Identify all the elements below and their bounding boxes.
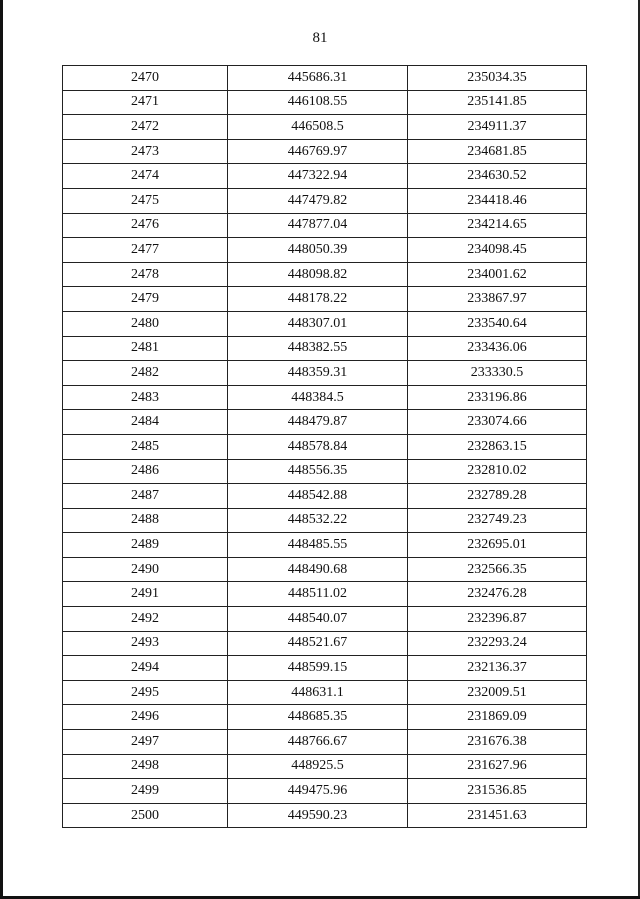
y-coordinate-cell: 232695.01	[408, 533, 587, 558]
scan-border-left	[0, 0, 3, 899]
y-coordinate-cell: 234911.37	[408, 115, 587, 140]
point-number-cell: 2497	[63, 730, 228, 755]
x-coordinate-cell: 448485.55	[228, 533, 408, 558]
y-coordinate-cell: 234418.46	[408, 188, 587, 213]
x-coordinate-cell: 448511.02	[228, 582, 408, 607]
point-number-cell: 2472	[63, 115, 228, 140]
point-number-cell: 2490	[63, 557, 228, 582]
table-row	[63, 730, 587, 755]
point-number-cell: 2493	[63, 631, 228, 656]
table-row	[63, 238, 587, 263]
table-row	[63, 607, 587, 632]
table-row	[63, 459, 587, 484]
point-number-cell: 2489	[63, 533, 228, 558]
x-coordinate-cell: 448631.1	[228, 680, 408, 705]
point-number-cell: 2473	[63, 139, 228, 164]
table-row	[63, 213, 587, 238]
x-coordinate-cell: 448766.67	[228, 730, 408, 755]
y-coordinate-cell: 232566.35	[408, 557, 587, 582]
x-coordinate-cell: 448599.15	[228, 656, 408, 681]
table-row	[63, 705, 587, 730]
x-coordinate-cell: 448578.84	[228, 434, 408, 459]
y-coordinate-cell: 234214.65	[408, 213, 587, 238]
point-number-cell: 2500	[63, 803, 228, 828]
point-number-cell: 2470	[63, 66, 228, 91]
y-coordinate-cell: 232136.37	[408, 656, 587, 681]
y-coordinate-cell: 232293.24	[408, 631, 587, 656]
y-coordinate-cell: 233196.86	[408, 385, 587, 410]
coordinate-table	[62, 65, 587, 828]
point-number-cell: 2486	[63, 459, 228, 484]
point-number-cell: 2479	[63, 287, 228, 312]
table-row	[63, 484, 587, 509]
table-row	[63, 656, 587, 681]
table-row	[63, 361, 587, 386]
y-coordinate-cell: 234098.45	[408, 238, 587, 263]
point-number-cell: 2485	[63, 434, 228, 459]
point-number-cell: 2471	[63, 90, 228, 115]
point-number-cell: 2492	[63, 607, 228, 632]
table-row	[63, 631, 587, 656]
point-number-cell: 2494	[63, 656, 228, 681]
point-number-cell: 2477	[63, 238, 228, 263]
point-number-cell: 2478	[63, 262, 228, 287]
table-row	[63, 385, 587, 410]
y-coordinate-cell: 233436.06	[408, 336, 587, 361]
table-row	[63, 90, 587, 115]
x-coordinate-cell: 448540.07	[228, 607, 408, 632]
coordinate-table-body	[63, 66, 587, 828]
y-coordinate-cell: 232863.15	[408, 434, 587, 459]
y-coordinate-cell: 233074.66	[408, 410, 587, 435]
y-coordinate-cell: 234681.85	[408, 139, 587, 164]
y-coordinate-cell: 231869.09	[408, 705, 587, 730]
y-coordinate-cell: 233330.5	[408, 361, 587, 386]
x-coordinate-cell: 448178.22	[228, 287, 408, 312]
x-coordinate-cell: 448542.88	[228, 484, 408, 509]
table-row	[63, 434, 587, 459]
point-number-cell: 2495	[63, 680, 228, 705]
table-row	[63, 66, 587, 91]
table-row	[63, 311, 587, 336]
y-coordinate-cell: 235141.85	[408, 90, 587, 115]
x-coordinate-cell: 448925.5	[228, 754, 408, 779]
x-coordinate-cell: 447322.94	[228, 164, 408, 189]
table-row	[63, 754, 587, 779]
point-number-cell: 2474	[63, 164, 228, 189]
point-number-cell: 2483	[63, 385, 228, 410]
y-coordinate-cell: 231627.96	[408, 754, 587, 779]
point-number-cell: 2491	[63, 582, 228, 607]
x-coordinate-cell: 446508.5	[228, 115, 408, 140]
x-coordinate-cell: 446108.55	[228, 90, 408, 115]
table-row	[63, 139, 587, 164]
x-coordinate-cell: 448479.87	[228, 410, 408, 435]
point-number-cell: 2487	[63, 484, 228, 509]
page-number: 81	[312, 30, 328, 46]
x-coordinate-cell: 448098.82	[228, 262, 408, 287]
y-coordinate-cell: 232789.28	[408, 484, 587, 509]
x-coordinate-cell: 449590.23	[228, 803, 408, 828]
x-coordinate-cell: 447479.82	[228, 188, 408, 213]
point-number-cell: 2481	[63, 336, 228, 361]
y-coordinate-cell: 234630.52	[408, 164, 587, 189]
point-number-cell: 2488	[63, 508, 228, 533]
x-coordinate-cell: 448384.5	[228, 385, 408, 410]
x-coordinate-cell: 446769.97	[228, 139, 408, 164]
x-coordinate-cell: 445686.31	[228, 66, 408, 91]
y-coordinate-cell: 233867.97	[408, 287, 587, 312]
table-row	[63, 582, 587, 607]
table-row	[63, 164, 587, 189]
table-row	[63, 779, 587, 804]
table-row	[63, 557, 587, 582]
x-coordinate-cell: 447877.04	[228, 213, 408, 238]
table-row	[63, 188, 587, 213]
point-number-cell: 2480	[63, 311, 228, 336]
x-coordinate-cell: 449475.96	[228, 779, 408, 804]
point-number-cell: 2496	[63, 705, 228, 730]
table-row	[63, 336, 587, 361]
y-coordinate-cell: 231676.38	[408, 730, 587, 755]
x-coordinate-cell: 448359.31	[228, 361, 408, 386]
point-number-cell: 2499	[63, 779, 228, 804]
x-coordinate-cell: 448307.01	[228, 311, 408, 336]
point-number-cell: 2482	[63, 361, 228, 386]
x-coordinate-cell: 448490.68	[228, 557, 408, 582]
table-row	[63, 533, 587, 558]
y-coordinate-cell: 231536.85	[408, 779, 587, 804]
x-coordinate-cell: 448685.35	[228, 705, 408, 730]
x-coordinate-cell: 448382.55	[228, 336, 408, 361]
table-row	[63, 508, 587, 533]
x-coordinate-cell: 448521.67	[228, 631, 408, 656]
y-coordinate-cell: 232476.28	[408, 582, 587, 607]
point-number-cell: 2484	[63, 410, 228, 435]
table-row	[63, 262, 587, 287]
y-coordinate-cell: 233540.64	[408, 311, 587, 336]
x-coordinate-cell: 448556.35	[228, 459, 408, 484]
point-number-cell: 2475	[63, 188, 228, 213]
table-row	[63, 115, 587, 140]
x-coordinate-cell: 448532.22	[228, 508, 408, 533]
y-coordinate-cell: 235034.35	[408, 66, 587, 91]
table-row	[63, 803, 587, 828]
y-coordinate-cell: 232810.02	[408, 459, 587, 484]
y-coordinate-cell: 232749.23	[408, 508, 587, 533]
y-coordinate-cell: 232396.87	[408, 607, 587, 632]
y-coordinate-cell: 232009.51	[408, 680, 587, 705]
x-coordinate-cell: 448050.39	[228, 238, 408, 263]
point-number-cell: 2498	[63, 754, 228, 779]
y-coordinate-cell: 234001.62	[408, 262, 587, 287]
point-number-cell: 2476	[63, 213, 228, 238]
table-row	[63, 287, 587, 312]
table-row	[63, 680, 587, 705]
y-coordinate-cell: 231451.63	[408, 803, 587, 828]
table-row	[63, 410, 587, 435]
